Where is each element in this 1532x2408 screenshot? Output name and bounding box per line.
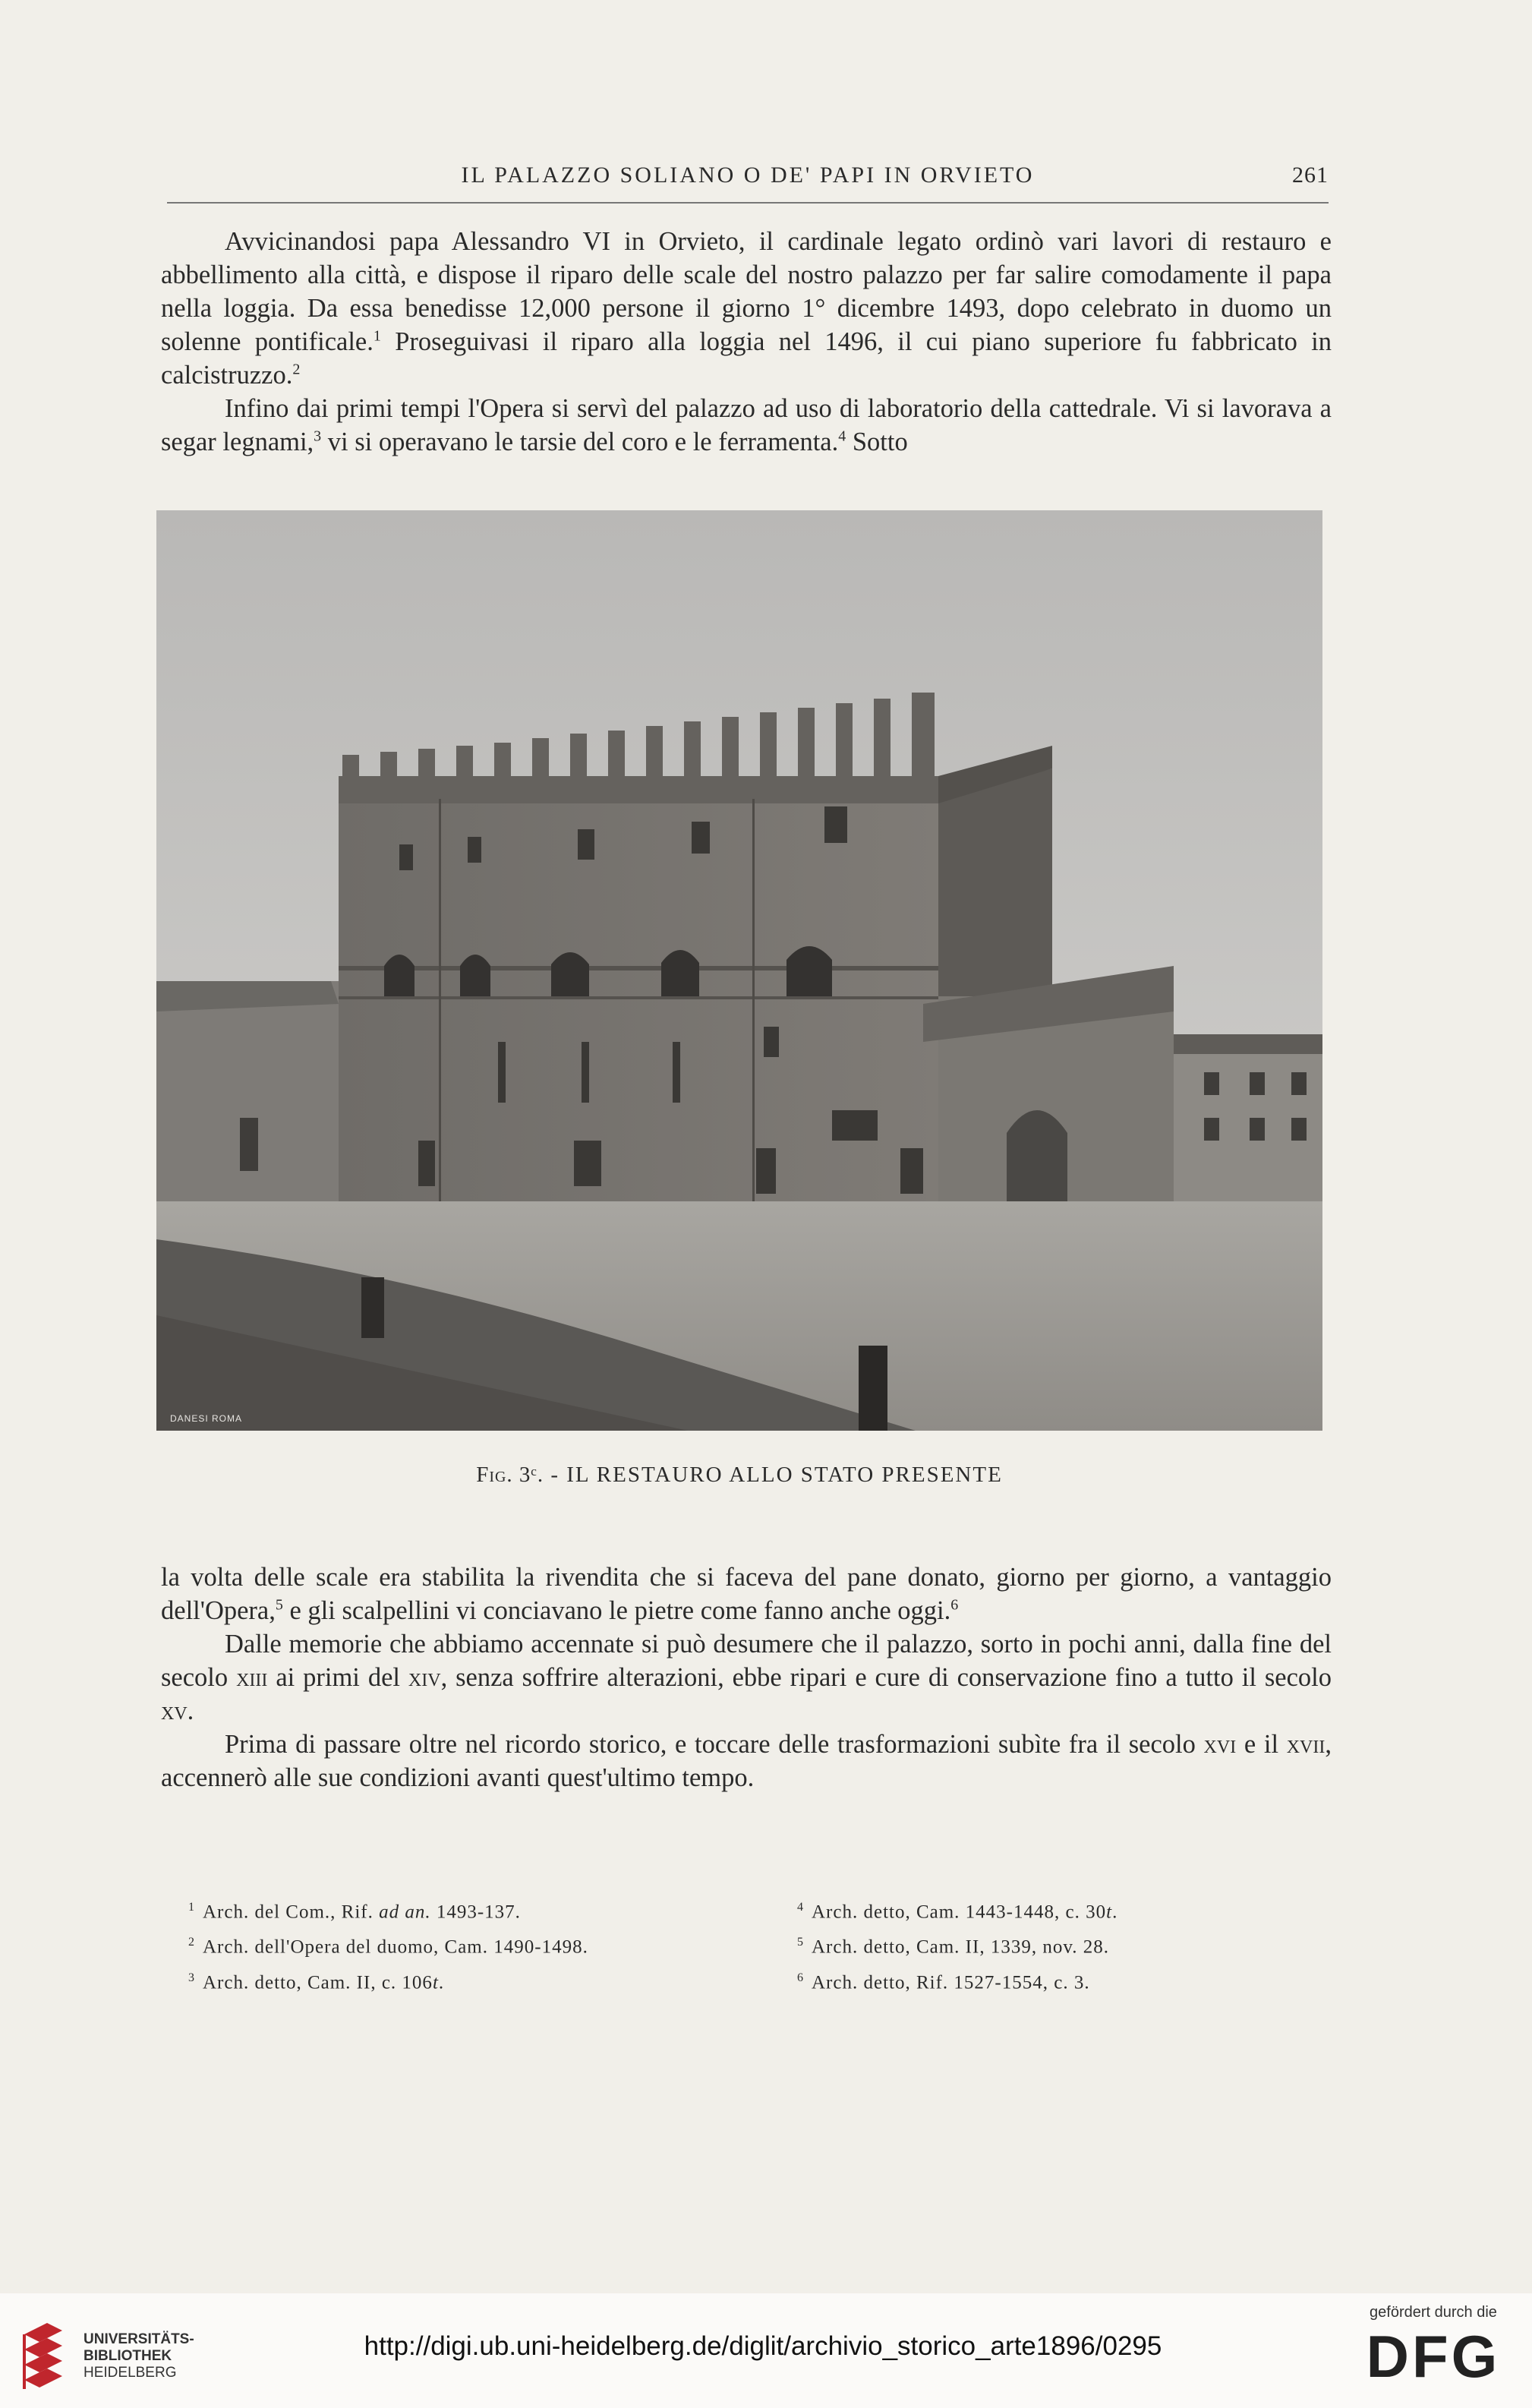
text-span: ai primi del xyxy=(267,1663,408,1692)
text-span: . xyxy=(438,1971,445,1993)
footnote-number: 6 xyxy=(797,1971,804,1984)
figure-caption xyxy=(156,1463,1322,1488)
century-numeral: xvi xyxy=(1203,1730,1237,1759)
paragraph xyxy=(161,225,1332,392)
paragraph xyxy=(161,1728,1332,1794)
text-span: Arch. detto, Rif. 1527-1554, c. 3. xyxy=(812,1971,1090,1993)
footnote xyxy=(797,1963,1329,1998)
paragraph xyxy=(161,392,1332,459)
text-block-top xyxy=(161,225,1332,459)
footnote-number: 2 xyxy=(188,1936,195,1949)
footnote-ref: 1 xyxy=(373,327,381,345)
paragraph xyxy=(161,1627,1332,1728)
paragraph xyxy=(161,1561,1332,1627)
text-span: Arch. detto, Cam. II, c. 106 xyxy=(203,1971,433,1993)
library-name-line: BIBLIOTHEK xyxy=(84,2348,172,2364)
footnote-number: 5 xyxy=(797,1936,804,1949)
footnote xyxy=(797,1927,1329,1962)
text-span: Dalle memorie che abbiamo accennate si può desumere che il palazzo, sorto in pochi anni, dalla fine del secolo xyxy=(161,1630,1332,1692)
text-span: Arch. dell'Opera del duomo, Cam. 1490-1498. xyxy=(203,1936,588,1958)
text-span: . xyxy=(1112,1901,1118,1923)
footnote-ref: 3 xyxy=(314,428,322,445)
figure-photograph xyxy=(156,510,1322,1431)
footnote-ref: 5 xyxy=(275,1596,283,1614)
library-name-line: UNIVERSITÄTS- xyxy=(84,2331,194,2347)
running-head xyxy=(167,159,1329,197)
text-span: , senza soffrire alterazioni, ebbe ripari e cure di conservazione fino a tutto il secolo xyxy=(440,1663,1332,1692)
text-span: Sotto xyxy=(846,428,908,456)
footnote-ref: 6 xyxy=(950,1596,959,1614)
text-span: Infino dai primi tempi l'Opera si servì del palazzo ad uso di laboratorio della cattedrale. Vi si lavorava a segar legnami, xyxy=(161,394,1332,456)
figure-caption-text: - IL RESTAURO ALLO STATO PRESENTE xyxy=(544,1463,1003,1487)
century-numeral: xvii xyxy=(1286,1730,1326,1759)
dfg-logo[interactable] xyxy=(1357,2304,1509,2403)
footnote-number: 3 xyxy=(188,1971,195,1984)
text-block-bottom xyxy=(161,1561,1332,1794)
footnote-ref: 4 xyxy=(838,428,846,445)
dfg-wordmark: DFG xyxy=(1366,2323,1501,2390)
figure-label: Fig. 3ᶜ. xyxy=(476,1463,544,1487)
text-span: . xyxy=(187,1696,194,1725)
library-name xyxy=(84,2331,194,2381)
palazzo-photo xyxy=(156,510,1322,1431)
library-logo-icon xyxy=(17,2319,70,2395)
permalink-url[interactable]: http://digi.ub.uni-heidelberg.de/diglit/archivio_storico_arte1896/0295 xyxy=(364,2331,1162,2361)
text-span: t xyxy=(1106,1901,1113,1923)
footnote xyxy=(188,1927,765,1962)
text-span: Avvicinandosi papa Alessandro VI in Orvieto, il cardinale legato ordinò vari lavori di restauro e abbellimento alla città, e dispose il riparo delle scale del nostro palazzo per far salire comodamente il papa nella loggia. Da essa benedisse 12,000 persone il giorno 1° dicembre 1493, dopo celebrato in duomo un solenne pontificale. xyxy=(161,227,1332,356)
running-title: IL PALAZZO SOLIANO O DE' PAPI IN ORVIETO xyxy=(461,163,1035,188)
text-span: Arch. detto, Cam. 1443-1448, c. 30 xyxy=(812,1901,1107,1923)
header-rule xyxy=(167,202,1329,204)
text-span: la volta delle scale era stabilita la rivendita che si faceva del pane donato, giorno per giorno, a vantaggio dell'Opera, xyxy=(161,1563,1332,1625)
text-span: 1493-137. xyxy=(430,1901,521,1923)
century-numeral: xiv xyxy=(408,1663,441,1692)
footnote-ref: 2 xyxy=(292,361,301,378)
text-span: ad an. xyxy=(379,1901,431,1923)
footnote xyxy=(797,1892,1329,1927)
footnotes-right xyxy=(797,1892,1329,1998)
digitization-footer xyxy=(0,2293,1532,2408)
footnote-number: 4 xyxy=(797,1901,804,1914)
footnote-number: 1 xyxy=(188,1901,195,1914)
library-name-line: HEIDELBERG xyxy=(84,2365,177,2381)
text-span: e il xyxy=(1236,1730,1287,1759)
photo-credit: DANESI ROMA xyxy=(170,1413,243,1424)
footnote xyxy=(188,1963,765,1998)
text-span: , accennerò alle sue condizioni avanti quest'ultimo tempo. xyxy=(161,1730,1332,1792)
text-span: e gli scalpellini vi conciavano le pietre come fanno anche oggi. xyxy=(282,1596,951,1625)
text-span: vi si operavano le tarsie del coro e le ferramenta. xyxy=(321,428,839,456)
footnotes-left xyxy=(188,1892,765,1998)
century-numeral: xv xyxy=(161,1696,188,1725)
century-numeral: xiii xyxy=(236,1663,268,1692)
library-logo[interactable] xyxy=(17,2316,222,2400)
text-span: Arch. del Com., Rif. xyxy=(203,1901,380,1923)
text-span: Proseguivasi il riparo alla loggia nel 1496, il cui piano superiore fu fabbricato in calcistruzzo. xyxy=(161,327,1332,390)
text-span: t xyxy=(432,1971,439,1993)
text-span: Arch. detto, Cam. II, 1339, nov. 28. xyxy=(812,1936,1109,1958)
page-number: 261 xyxy=(1292,163,1329,188)
text-span: Prima di passare oltre nel ricordo storico, e toccare delle trasformazioni subìte fra il secolo xyxy=(225,1730,1204,1759)
footnote xyxy=(188,1892,765,1927)
funded-by-label: gefördert durch die xyxy=(1370,2304,1497,2321)
